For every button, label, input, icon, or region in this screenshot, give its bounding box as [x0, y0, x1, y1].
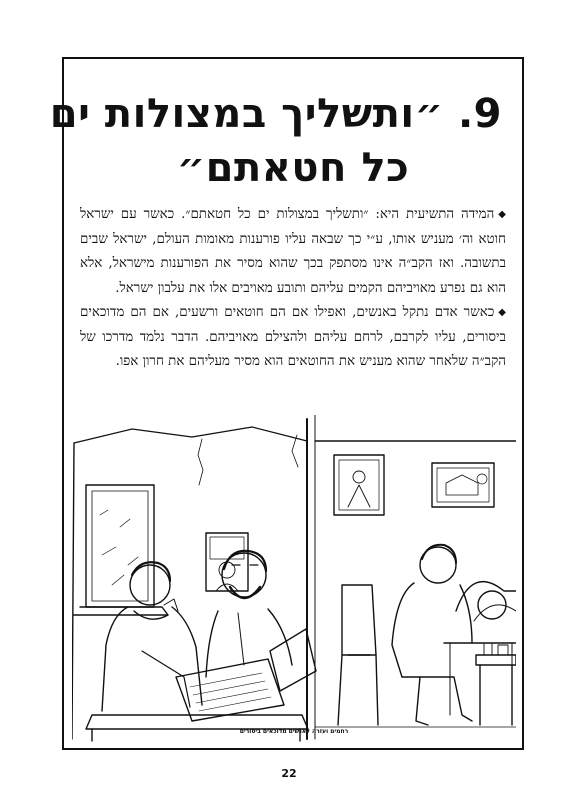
diamond-bullet-icon: ◆ — [498, 209, 506, 220]
diamond-bullet-icon: ◆ — [498, 307, 506, 318]
page-number: 22 — [281, 767, 297, 780]
page-frame — [49, 57, 524, 750]
paragraph-2 — [80, 301, 506, 375]
paragraph-text: המידה התשיעית היא: ״ותשליך במצולות ים כל חטאתם״. כאשר עם ישראל חוטא וה׳ מעניש אותו, ע״י כך שבאה עליו פורענות מאומות העולם, ישראל שבים בתשובה. ואז הקב״ה אינו מסתפק בכך שהוא מסיר את הפורענות מישראל, אלא הוא גם נפרע מאויביהם הקמים עליהם ותובע מאויבים אלו את עלבון ישראל. — [80, 207, 506, 296]
illustration-caption: רחמים ועזרה לאנשים מדוכאים ביסורים — [239, 728, 349, 735]
paragraph-1 — [80, 203, 506, 301]
illustration — [72, 415, 516, 745]
body-text — [80, 203, 506, 375]
page-title — [49, 87, 522, 195]
line-drawing-illustration — [72, 415, 516, 745]
title-line-2: כל חטאתם״ — [176, 145, 410, 191]
title-line-1: 9. ״ותשליך במצולות ים — [49, 91, 502, 137]
paragraph-text: כאשר אדם נתקל באנשים, ואפילו אם הם חוטאים ורשעים, אם הם מדוכאים ביסורים, עליו לקרבם, לרחם עליהם ולהצילם מאויביהם. הדבר נלמד מדרכו של הקב״ה שלאחר שהוא מעניש את החוטאים הוא מסיר מעליהם את חרון אפו. — [80, 305, 506, 369]
